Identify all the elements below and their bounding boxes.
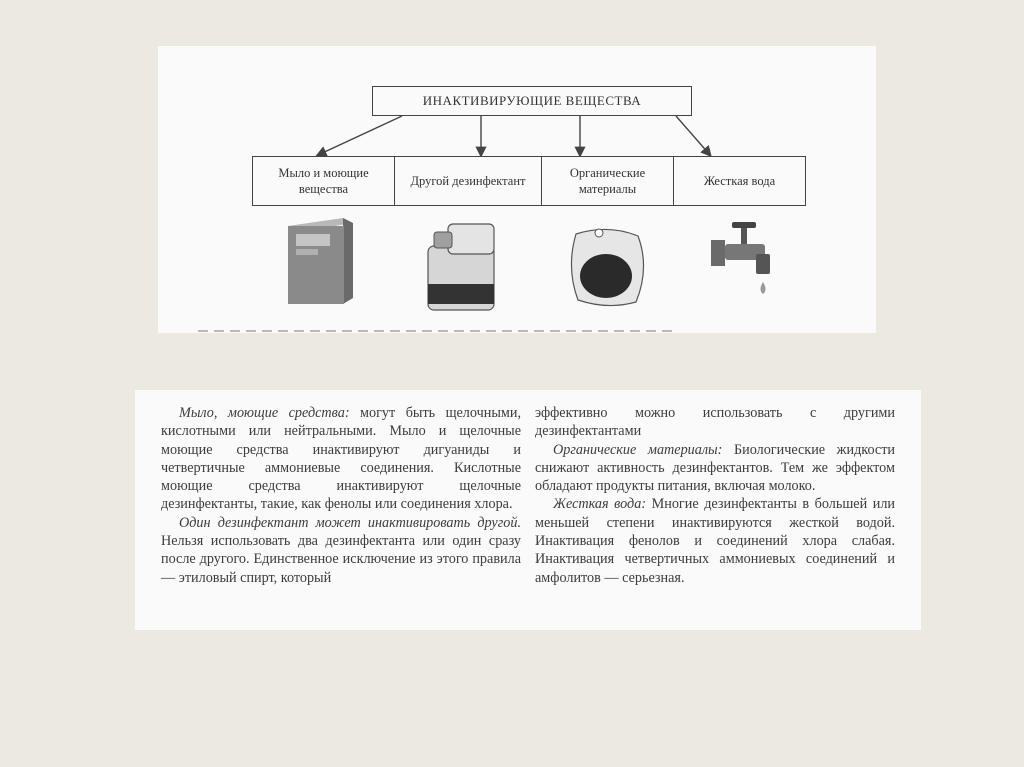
diagram-title: ИНАКТИВИРУЮЩИЕ ВЕЩЕСТВА bbox=[372, 86, 692, 116]
cropped-caption-line bbox=[198, 327, 678, 333]
category-organic: Органические материалы bbox=[541, 156, 674, 206]
paragraph-another-disinfectant: Один дезинфектант может инактивировать другой. Нельзя использовать два дезинфектанта или один сразу после другого. Единственное исключение из этого правила — этиловый спирт, который bbox=[161, 514, 521, 586]
text-column-left bbox=[161, 404, 521, 587]
paragraph-organic: Органические материалы: Биологические жидкости снижают активность дезинфектантов. Тем же эффектом обладают продукты питания, включая молоко. bbox=[535, 441, 895, 495]
category-other-disinfectant: Другой дезинфектант bbox=[394, 156, 542, 206]
diagram-panel bbox=[158, 46, 876, 333]
category-soap: Мыло и моющие вещества bbox=[252, 156, 395, 206]
text-column-right bbox=[535, 404, 895, 587]
text-panel bbox=[135, 390, 921, 630]
category-hard-water: Жесткая вода bbox=[673, 156, 806, 206]
paragraph-soap: Мыло, моющие средства: могут быть щелочными, кислотными или нейтральными. Мыло и щелочные моющие средства инактивируют дигуаниды и четвертичные аммониевые соединения. Кислотные моющие средства инактивируют щелочные дезинфектанты, такие, как фенолы или соединения хлора. bbox=[161, 405, 521, 513]
paragraph-hard-water: Жесткая вода: Многие дезинфектанты в большей или меньшей степени инактивируются жесткой водой. Инактивация фенолов и соединений хлора слабая. Инактивация четвертичных аммониевых соединений и амфолитов — серьезная. bbox=[535, 496, 895, 586]
paragraph-continuation: эффективно можно использовать с другими дезинфектантами bbox=[535, 405, 895, 440]
